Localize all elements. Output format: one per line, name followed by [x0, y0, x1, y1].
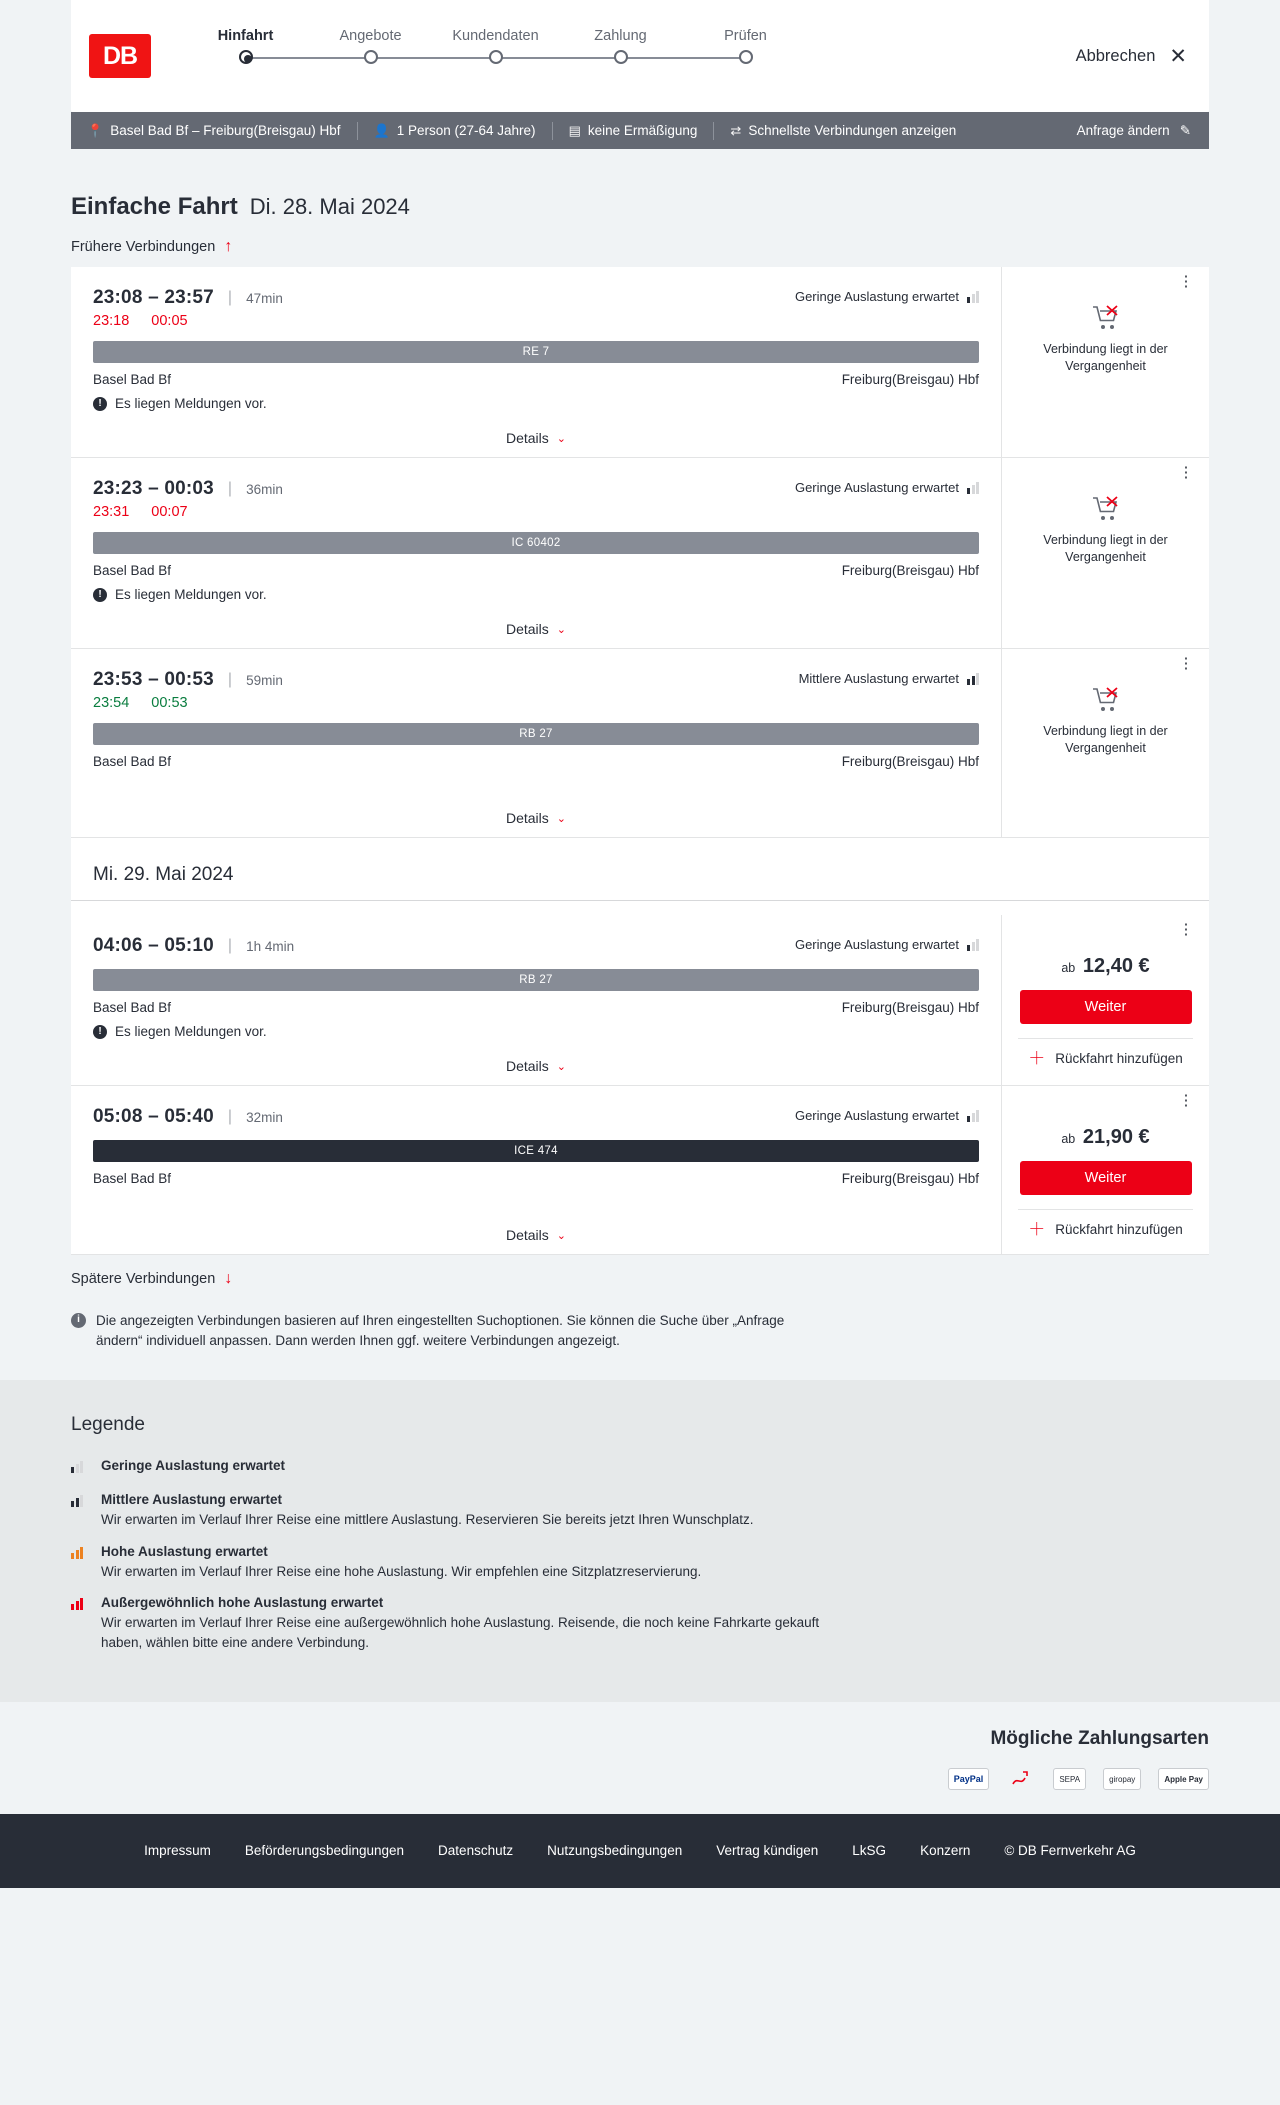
train-badge [93, 341, 979, 363]
departure-delay: 23:31 [93, 504, 130, 520]
person-icon: 👤 [373, 122, 390, 138]
origin-station: Basel Bad Bf [93, 754, 172, 769]
query-passengers-label: 1 Person (27-64 Jahre) [396, 123, 536, 138]
train-badge [93, 723, 979, 745]
origin-station: Basel Bad Bf [93, 1171, 172, 1186]
header-region [0, 0, 1280, 149]
train-badge [93, 969, 979, 991]
step-dot [739, 50, 753, 64]
occupancy-label: Geringe Auslastung erwartet [794, 289, 959, 304]
step-zahlung[interactable] [558, 28, 683, 70]
day-separator: Mi. 29. Mai 2024 [71, 838, 1209, 901]
connection-side-panel [1001, 267, 1209, 457]
trip-type-label: Einfache Fahrt [71, 193, 238, 220]
main-region [0, 193, 1280, 1380]
trip-date-label: Di. 28. Mai 2024 [249, 194, 410, 219]
legend-item [71, 1458, 1209, 1478]
payment-methods-title: Mögliche Zahlungsarten [990, 1728, 1209, 1750]
exclamation-icon: ! [93, 397, 107, 411]
db-logo[interactable] [89, 34, 151, 78]
query-discount-label: keine Ermäßigung [587, 123, 698, 138]
legend-item [71, 1492, 1209, 1530]
continue-button[interactable]: Weiter [1020, 990, 1192, 1024]
footer-link-vertrag-kuendigen[interactable]: Vertrag kündigen [716, 1843, 819, 1859]
divider: | [227, 1108, 233, 1125]
connection-duration: 59min [246, 672, 283, 688]
arrival-delay: 00:05 [151, 313, 188, 329]
details-toggle[interactable] [93, 419, 979, 457]
lastschrift-icon [1006, 1768, 1036, 1790]
query-route[interactable] [71, 123, 357, 139]
more-options-button[interactable]: ⋮ [1178, 464, 1194, 481]
occupancy-label: Geringe Auslastung erwartet [794, 480, 959, 495]
connection-times: 04:06 – 05:10 [93, 935, 214, 956]
occupancy-indicator [799, 671, 979, 686]
later-connections-label: Spätere Verbindungen [71, 1271, 216, 1287]
connection-side-panel [1001, 1086, 1209, 1254]
occupancy-overload-icon [71, 1595, 87, 1652]
price-amount: 21,90 € [1082, 1126, 1150, 1148]
footer-region [0, 1814, 1280, 1888]
occupancy-bars-icon [967, 291, 979, 303]
footer-links [144, 1842, 1136, 1860]
details-toggle[interactable] [93, 1216, 979, 1254]
connection-row[interactable] [71, 267, 1209, 458]
past-connection-note: Verbindung liegt in der Vergangenheit [1043, 724, 1168, 755]
close-icon: ✕ [1169, 45, 1187, 68]
arrival-delay: 00:07 [151, 504, 188, 520]
legend-item-desc: Wir erwarten im Verlauf Ihrer Reise eine hohe Auslastung. Wir empfehlen eine Sitzplatzreservierung. [101, 1563, 702, 1579]
plus-icon: ＋ [1028, 1049, 1046, 1068]
divider: | [227, 937, 233, 954]
cart-disabled-icon [1092, 305, 1120, 331]
payment-methods-region [0, 1702, 1280, 1814]
query-route-label: Basel Bad Bf – Freiburg(Breisgau) Hbf [110, 123, 341, 138]
connection-notice-label: Es liegen Meldungen vor. [115, 587, 267, 602]
connection-details [71, 1086, 1001, 1254]
train-label: ICE 474 [514, 1145, 558, 1157]
connection-duration: 36min [246, 481, 283, 497]
add-return-label: Rückfahrt hinzufügen [1055, 1222, 1183, 1237]
legend-region [0, 1380, 1280, 1702]
connection-details [71, 267, 1001, 457]
step-pruefen[interactable] [683, 28, 808, 70]
details-toggle[interactable] [93, 610, 979, 648]
step-dot [239, 50, 253, 64]
footer-link-konzern[interactable]: Konzern [920, 1843, 971, 1859]
step-dot [489, 50, 503, 64]
past-connection-note: Verbindung liegt in der Vergangenheit [1043, 342, 1168, 373]
paypal-icon: PayPal [948, 1768, 990, 1790]
sepa-icon: SEPA [1053, 1768, 1086, 1790]
price-amount: 12,40 € [1082, 955, 1150, 977]
db-logo-text: DB [102, 41, 138, 70]
checkout-stepper [183, 28, 808, 70]
occupancy-bars-icon [967, 939, 979, 951]
footer-link-datenschutz[interactable]: Datenschutz [438, 1843, 514, 1859]
step-connector [621, 57, 746, 59]
query-summary-bar [71, 112, 1209, 149]
step-label: Prüfen [724, 28, 767, 44]
page-title [71, 193, 1209, 221]
origin-station: Basel Bad Bf [93, 372, 172, 387]
price-block [1018, 1126, 1193, 1149]
legend-item-title: Mittlere Auslastung erwartet [101, 1492, 283, 1508]
details-toggle[interactable] [93, 799, 979, 837]
train-label: RB 27 [519, 728, 553, 740]
divider: | [227, 289, 233, 306]
swap-icon: ⇄ [730, 122, 742, 138]
legend-item-desc: Wir erwarten im Verlauf Ihrer Reise eine mittlere Auslastung. Reservieren Sie bereits jetzt Ihren Wunschplatz. [101, 1512, 754, 1528]
connection-notice[interactable] [93, 587, 979, 602]
destination-station: Freiburg(Breisgau) Hbf [841, 1000, 979, 1015]
step-dot [614, 50, 628, 64]
connection-times: 23:23 – 00:03 [93, 478, 214, 499]
cart-disabled-icon [1092, 496, 1120, 522]
query-passengers[interactable] [358, 123, 552, 139]
step-label: Hinfahrt [217, 28, 274, 44]
legend-item-title: Geringe Auslastung erwartet [101, 1458, 286, 1474]
occupancy-bars-icon [71, 1458, 87, 1478]
chevron-down-icon: ⌄ [556, 623, 566, 636]
arrow-down-icon: ↓ [224, 1270, 233, 1287]
later-connections-button[interactable] [71, 1271, 1209, 1287]
train-label: RE 7 [522, 346, 550, 358]
details-label: Details [505, 810, 549, 826]
connection-duration: 1h 4min [246, 938, 295, 954]
query-fastest-label: Schnellste Verbindungen anzeigen [748, 123, 957, 138]
footer-link-lksg[interactable]: LkSG [852, 1843, 887, 1859]
connection-times: 23:08 – 23:57 [93, 287, 214, 308]
connection-row[interactable] [71, 915, 1209, 1086]
legend-item-desc: Wir erwarten im Verlauf Ihrer Reise eine außergewöhnlich hohe Auslastung. Reisende, die noch keine Fahrkarte gekauft haben, wählen bitte eine andere Verbindung. [101, 1615, 820, 1650]
edit-request-label: Anfrage ändern [1076, 123, 1170, 138]
train-label: RB 27 [519, 974, 553, 986]
add-return-label: Rückfahrt hinzufügen [1055, 1051, 1183, 1066]
arrival-delay: 00:53 [151, 695, 188, 711]
destination-station: Freiburg(Breisgau) Hbf [841, 563, 979, 578]
occupancy-label: Mittlere Auslastung erwartet [798, 671, 959, 686]
occupancy-bars-icon [71, 1544, 87, 1582]
location-pin-icon: 📍 [87, 122, 104, 138]
continue-button[interactable]: Weiter [1020, 1161, 1192, 1195]
search-options-hint [71, 1311, 831, 1350]
more-options-button[interactable]: ⋮ [1178, 921, 1194, 938]
destination-station: Freiburg(Breisgau) Hbf [841, 754, 979, 769]
departure-delay: 23:18 [93, 313, 130, 329]
connection-details [71, 649, 1001, 837]
more-options-button[interactable]: ⋮ [1178, 1092, 1194, 1109]
details-label: Details [505, 621, 549, 637]
step-connector [371, 57, 496, 59]
connection-side-panel [1001, 915, 1209, 1085]
occupancy-indicator [795, 937, 979, 952]
earlier-connections-button[interactable] [71, 239, 1209, 255]
connection-row[interactable] [71, 458, 1209, 649]
query-discount[interactable] [553, 123, 714, 139]
footer-link-nutzungsbedingungen[interactable]: Nutzungsbedingungen [547, 1843, 683, 1859]
cart-disabled-icon [1092, 687, 1120, 713]
details-label: Details [505, 1227, 549, 1243]
occupancy-indicator [795, 480, 979, 495]
divider: | [227, 671, 233, 688]
legend-item [71, 1544, 1209, 1582]
more-options-button[interactable]: ⋮ [1178, 273, 1194, 290]
connection-list-day1 [71, 267, 1209, 1255]
giropay-icon: giropay [1103, 1768, 1141, 1790]
cancel-label: Abbrechen [1075, 47, 1156, 65]
connection-side-panel [1001, 458, 1209, 648]
destination-station: Freiburg(Breisgau) Hbf [841, 372, 979, 387]
occupancy-bars-icon [967, 673, 979, 685]
footer-copyright: © DB Fernverkehr AG [1004, 1843, 1136, 1859]
footer-link-impressum[interactable]: Impressum [144, 1843, 211, 1859]
connection-side-panel [1001, 649, 1209, 837]
search-options-hint-text: Die angezeigten Verbindungen basieren auf Ihren eingestellten Suchoptionen. Sie können die Suche über „Anfrage ändern“ individuell anpassen. Dann werden Ihnen ggf. weitere Verbindungen angezeigt. [96, 1313, 785, 1348]
cancel-button[interactable] [1076, 46, 1187, 67]
step-label: Angebote [339, 28, 402, 44]
more-options-button[interactable]: ⋮ [1178, 655, 1194, 672]
bahncard-icon: ▤ [568, 122, 581, 138]
past-connection-note: Verbindung liegt in der Vergangenheit [1043, 533, 1168, 564]
arrow-up-icon: ↑ [224, 238, 233, 255]
details-label: Details [505, 1058, 549, 1074]
chevron-down-icon: ⌄ [556, 432, 566, 445]
step-kundendaten[interactable] [433, 28, 558, 70]
connection-notice-label: Es liegen Meldungen vor. [115, 1024, 267, 1039]
step-dot [364, 50, 378, 64]
connection-notice[interactable] [93, 1024, 979, 1039]
details-label: Details [505, 430, 549, 446]
connection-duration: 32min [246, 1109, 283, 1125]
origin-station: Basel Bad Bf [93, 1000, 172, 1015]
step-label: Zahlung [594, 28, 647, 44]
legend-item-title: Außergewöhnlich hohe Auslastung erwartet [101, 1595, 384, 1611]
occupancy-bars-icon [967, 1110, 979, 1122]
train-label: IC 60402 [511, 537, 561, 549]
origin-station: Basel Bad Bf [93, 563, 172, 578]
details-toggle[interactable] [93, 1047, 979, 1085]
divider: | [227, 480, 233, 497]
edit-request-button[interactable] [1077, 123, 1191, 139]
apple-pay-icon: Apple Pay [1158, 1768, 1209, 1790]
earlier-connections-label: Frühere Verbindungen [71, 239, 216, 255]
chevron-down-icon: ⌄ [556, 1229, 566, 1242]
occupancy-label: Geringe Auslastung erwartet [794, 937, 959, 952]
destination-station: Freiburg(Breisgau) Hbf [841, 1171, 979, 1186]
connection-row[interactable] [71, 1086, 1209, 1255]
connection-notice-label: Es liegen Meldungen vor. [115, 396, 267, 411]
add-return-button[interactable] [1018, 1209, 1193, 1240]
legend-item-title: Hohe Auslastung erwartet [101, 1543, 268, 1559]
step-connector [246, 57, 371, 59]
add-return-button[interactable] [1018, 1038, 1193, 1069]
connection-duration: 47min [246, 290, 283, 306]
departure-delay: 23:54 [93, 695, 130, 711]
step-connector [496, 57, 621, 59]
app-header [71, 0, 1209, 112]
pencil-icon: ✎ [1179, 122, 1191, 138]
connection-times: 05:08 – 05:40 [93, 1106, 214, 1127]
query-fastest[interactable] [714, 123, 972, 139]
legend-title: Legende [71, 1414, 145, 1436]
connection-notice[interactable] [93, 396, 979, 411]
train-badge [93, 1140, 979, 1162]
step-hinfahrt[interactable] [183, 28, 308, 70]
occupancy-bars-icon [967, 482, 979, 494]
occupancy-indicator [795, 1108, 979, 1123]
info-icon: i [71, 1313, 86, 1328]
step-label: Kundendaten [452, 28, 539, 44]
connection-times: 23:53 – 00:53 [93, 669, 214, 690]
connection-row[interactable] [71, 649, 1209, 838]
price-block [1018, 955, 1193, 978]
occupancy-label: Geringe Auslastung erwartet [794, 1108, 959, 1123]
chevron-down-icon: ⌄ [556, 812, 566, 825]
price-prefix: ab [1061, 1132, 1076, 1146]
price-prefix: ab [1061, 961, 1076, 975]
train-badge [93, 532, 979, 554]
exclamation-icon: ! [93, 1025, 107, 1039]
exclamation-icon: ! [93, 588, 107, 602]
occupancy-bars-icon [71, 1492, 87, 1530]
plus-icon: ＋ [1028, 1220, 1046, 1239]
connection-details [71, 458, 1001, 648]
occupancy-indicator [795, 289, 979, 304]
connection-details [71, 915, 1001, 1085]
legend-item [71, 1595, 1209, 1652]
step-angebote[interactable] [308, 28, 433, 70]
footer-link-befoerderungsbedingungen[interactable]: Beförderungsbedingungen [244, 1843, 405, 1859]
chevron-down-icon: ⌄ [556, 1060, 566, 1073]
